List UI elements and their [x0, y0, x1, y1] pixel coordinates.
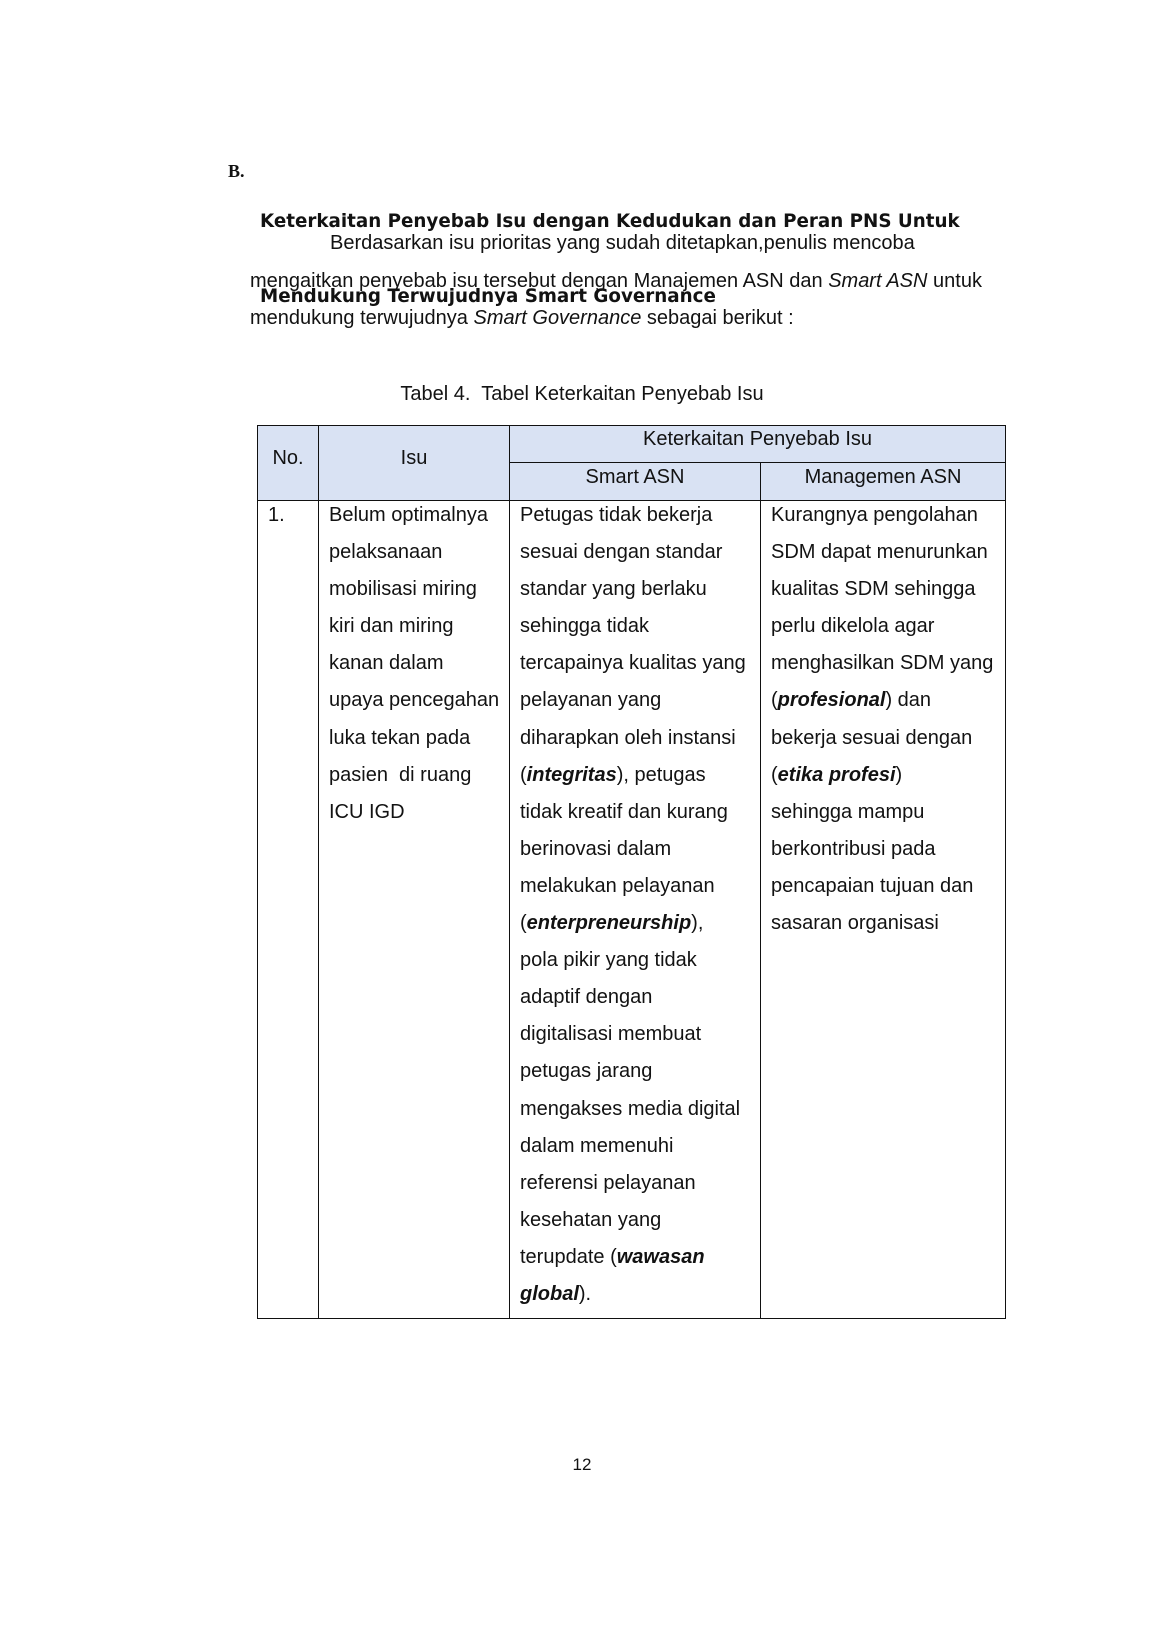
text-run: Kurangnya pengolahan — [771, 504, 978, 526]
text-line — [520, 686, 754, 723]
italic-text: Smart Governance — [473, 307, 642, 329]
text-run: sesuai dengan standar — [520, 541, 723, 564]
text-line — [520, 1095, 754, 1132]
text-line — [771, 798, 999, 835]
text-run: referensi pelayanan — [520, 1171, 696, 1194]
cell-smart-asn — [510, 501, 761, 1319]
text-line — [771, 649, 999, 686]
text-line — [329, 649, 503, 686]
text-line — [771, 575, 999, 612]
text-run: pencapaian tujuan dan — [771, 874, 974, 897]
text-line — [520, 1057, 754, 1094]
text-run: petugas jarang — [520, 1060, 653, 1083]
section-title-line-1: Keterkaitan Penyebab Isu dengan Kedudukan dan Peran PNS Untuk — [260, 211, 960, 232]
text-run: mobilisasi miring — [329, 578, 477, 601]
text-run: standar yang berlaku — [520, 578, 707, 601]
text-line — [520, 538, 754, 575]
text-line — [250, 263, 982, 301]
text-line — [250, 300, 982, 338]
text-run: ( — [771, 763, 778, 786]
text-run: mengaitkan penyebab isu tersebut dengan Manajemen ASN dan — [250, 269, 829, 292]
section-title-line-2: Mendukung Terwujudnya Smart Governance — [260, 286, 716, 307]
text-run: digitalisasi membuat — [520, 1023, 702, 1046]
text-run: berinovasi dalam — [520, 837, 672, 860]
text-run: ), — [691, 912, 704, 935]
text-line — [771, 835, 999, 872]
text-line — [520, 1169, 754, 1206]
text-line — [771, 501, 999, 538]
text-run: tercapainya kualitas yang — [520, 652, 746, 675]
text-line — [771, 761, 999, 798]
text-line — [329, 686, 503, 723]
text-line — [329, 538, 503, 575]
header-no: No. — [258, 426, 319, 501]
text-run: upaya pencegahan — [329, 689, 500, 712]
text-line — [520, 872, 754, 909]
text-line — [771, 724, 999, 761]
text-run: Petugas tidak bekerja — [520, 504, 713, 526]
text-line — [520, 835, 754, 872]
emphasis-text: global — [520, 1282, 579, 1305]
text-run: ), petugas — [616, 763, 706, 786]
text-run: kualitas SDM sehingga — [771, 578, 976, 601]
text-run: dalam memenuhi — [520, 1134, 674, 1157]
text-line — [520, 798, 754, 835]
header-manajemen-asn: Managemen ASN — [761, 463, 1006, 501]
text-line — [329, 724, 503, 761]
text-line — [771, 872, 999, 909]
text-run: diharapkan oleh instansi — [520, 726, 736, 749]
text-line — [520, 575, 754, 612]
section-letter: B. — [228, 161, 245, 181]
text-run: kiri dan miring — [329, 615, 454, 638]
text-run: kanan dalam — [329, 652, 444, 675]
cell-no: 1. — [258, 501, 319, 1319]
text-run: Berdasarkan isu prioritas yang sudah ditetapkan,penulis mencoba — [330, 232, 915, 254]
text-run: ) dan — [885, 689, 932, 712]
text-run: sasaran organisasi — [771, 912, 939, 935]
text-line — [520, 909, 754, 946]
text-run: adaptif dengan — [520, 986, 653, 1009]
text-run: menghasilkan SDM yang — [771, 652, 994, 675]
text-run: ( — [520, 912, 527, 935]
header-group: Keterkaitan Penyebab Isu — [510, 426, 1006, 463]
table-caption: Tabel 4. Tabel Keterkaitan Penyebab Isu — [400, 383, 764, 405]
text-run: luka tekan pada — [329, 726, 471, 749]
text-run: bekerja sesuai dengan — [771, 726, 973, 749]
text-line — [329, 612, 503, 649]
header-smart-asn: Smart ASN — [510, 463, 761, 501]
text-line — [771, 612, 999, 649]
emphasis-text: wawasan — [616, 1245, 705, 1268]
text-line — [771, 538, 999, 575]
text-run: ICU IGD — [329, 800, 405, 823]
text-run: tidak kreatif dan kurang — [520, 800, 728, 823]
text-line — [520, 649, 754, 686]
text-run: perlu dikelola agar — [771, 615, 935, 638]
emphasis-text: integritas — [526, 763, 617, 786]
emphasis-text: enterpreneurship — [526, 912, 692, 935]
emphasis-text: etika profesi — [777, 763, 896, 786]
text-run: Belum optimalnya — [329, 504, 488, 526]
intro-paragraph — [250, 225, 982, 338]
text-line — [520, 761, 754, 798]
text-run: sehingga mampu — [771, 800, 925, 823]
text-line — [520, 1280, 754, 1317]
text-run: melakukan pelayanan — [520, 874, 715, 897]
text-line — [520, 612, 754, 649]
text-run: pola pikir yang tidak — [520, 949, 697, 972]
text-line — [520, 946, 754, 983]
text-line — [329, 761, 503, 798]
header-row — [258, 426, 1006, 463]
text-line — [520, 1243, 754, 1280]
cell-isu — [319, 501, 510, 1319]
text-run: pelayanan yang — [520, 689, 662, 712]
text-line — [771, 909, 999, 946]
italic-text: Smart ASN — [828, 269, 928, 292]
page-number: 12 — [572, 1455, 592, 1474]
text-line — [520, 501, 754, 538]
emphasis-text: profesional — [777, 689, 886, 712]
text-run: ). — [578, 1282, 592, 1305]
text-run: mendukung terwujudnya — [250, 307, 474, 329]
text-run: sehingga tidak — [520, 615, 649, 638]
header-isu: Isu — [319, 426, 510, 501]
text-line — [329, 575, 503, 612]
text-line — [329, 798, 503, 835]
table-row — [258, 501, 1006, 1319]
text-run: SDM dapat menurunkan — [771, 541, 988, 564]
text-line — [520, 1020, 754, 1057]
text-line — [520, 983, 754, 1020]
text-run: ( — [520, 763, 527, 786]
text-run: terupdate ( — [520, 1245, 617, 1268]
linkage-table — [257, 425, 1006, 1319]
text-line — [520, 724, 754, 761]
text-run: mengakses media digital — [520, 1097, 741, 1120]
text-run: ( — [771, 689, 778, 712]
cell-manajemen-asn — [761, 501, 1006, 1319]
text-line — [520, 1206, 754, 1243]
text-line — [520, 1132, 754, 1169]
text-run: ) — [895, 763, 903, 786]
text-run: sebagai berikut : — [641, 307, 794, 329]
text-run: pelaksanaan — [329, 541, 443, 564]
text-line — [771, 686, 999, 723]
text-run: kesehatan yang — [520, 1208, 662, 1231]
text-run: berkontribusi pada — [771, 837, 936, 860]
text-run: untuk — [927, 269, 982, 292]
text-line — [250, 225, 982, 263]
text-line — [329, 501, 503, 538]
text-run: pasien di ruang — [329, 763, 472, 786]
